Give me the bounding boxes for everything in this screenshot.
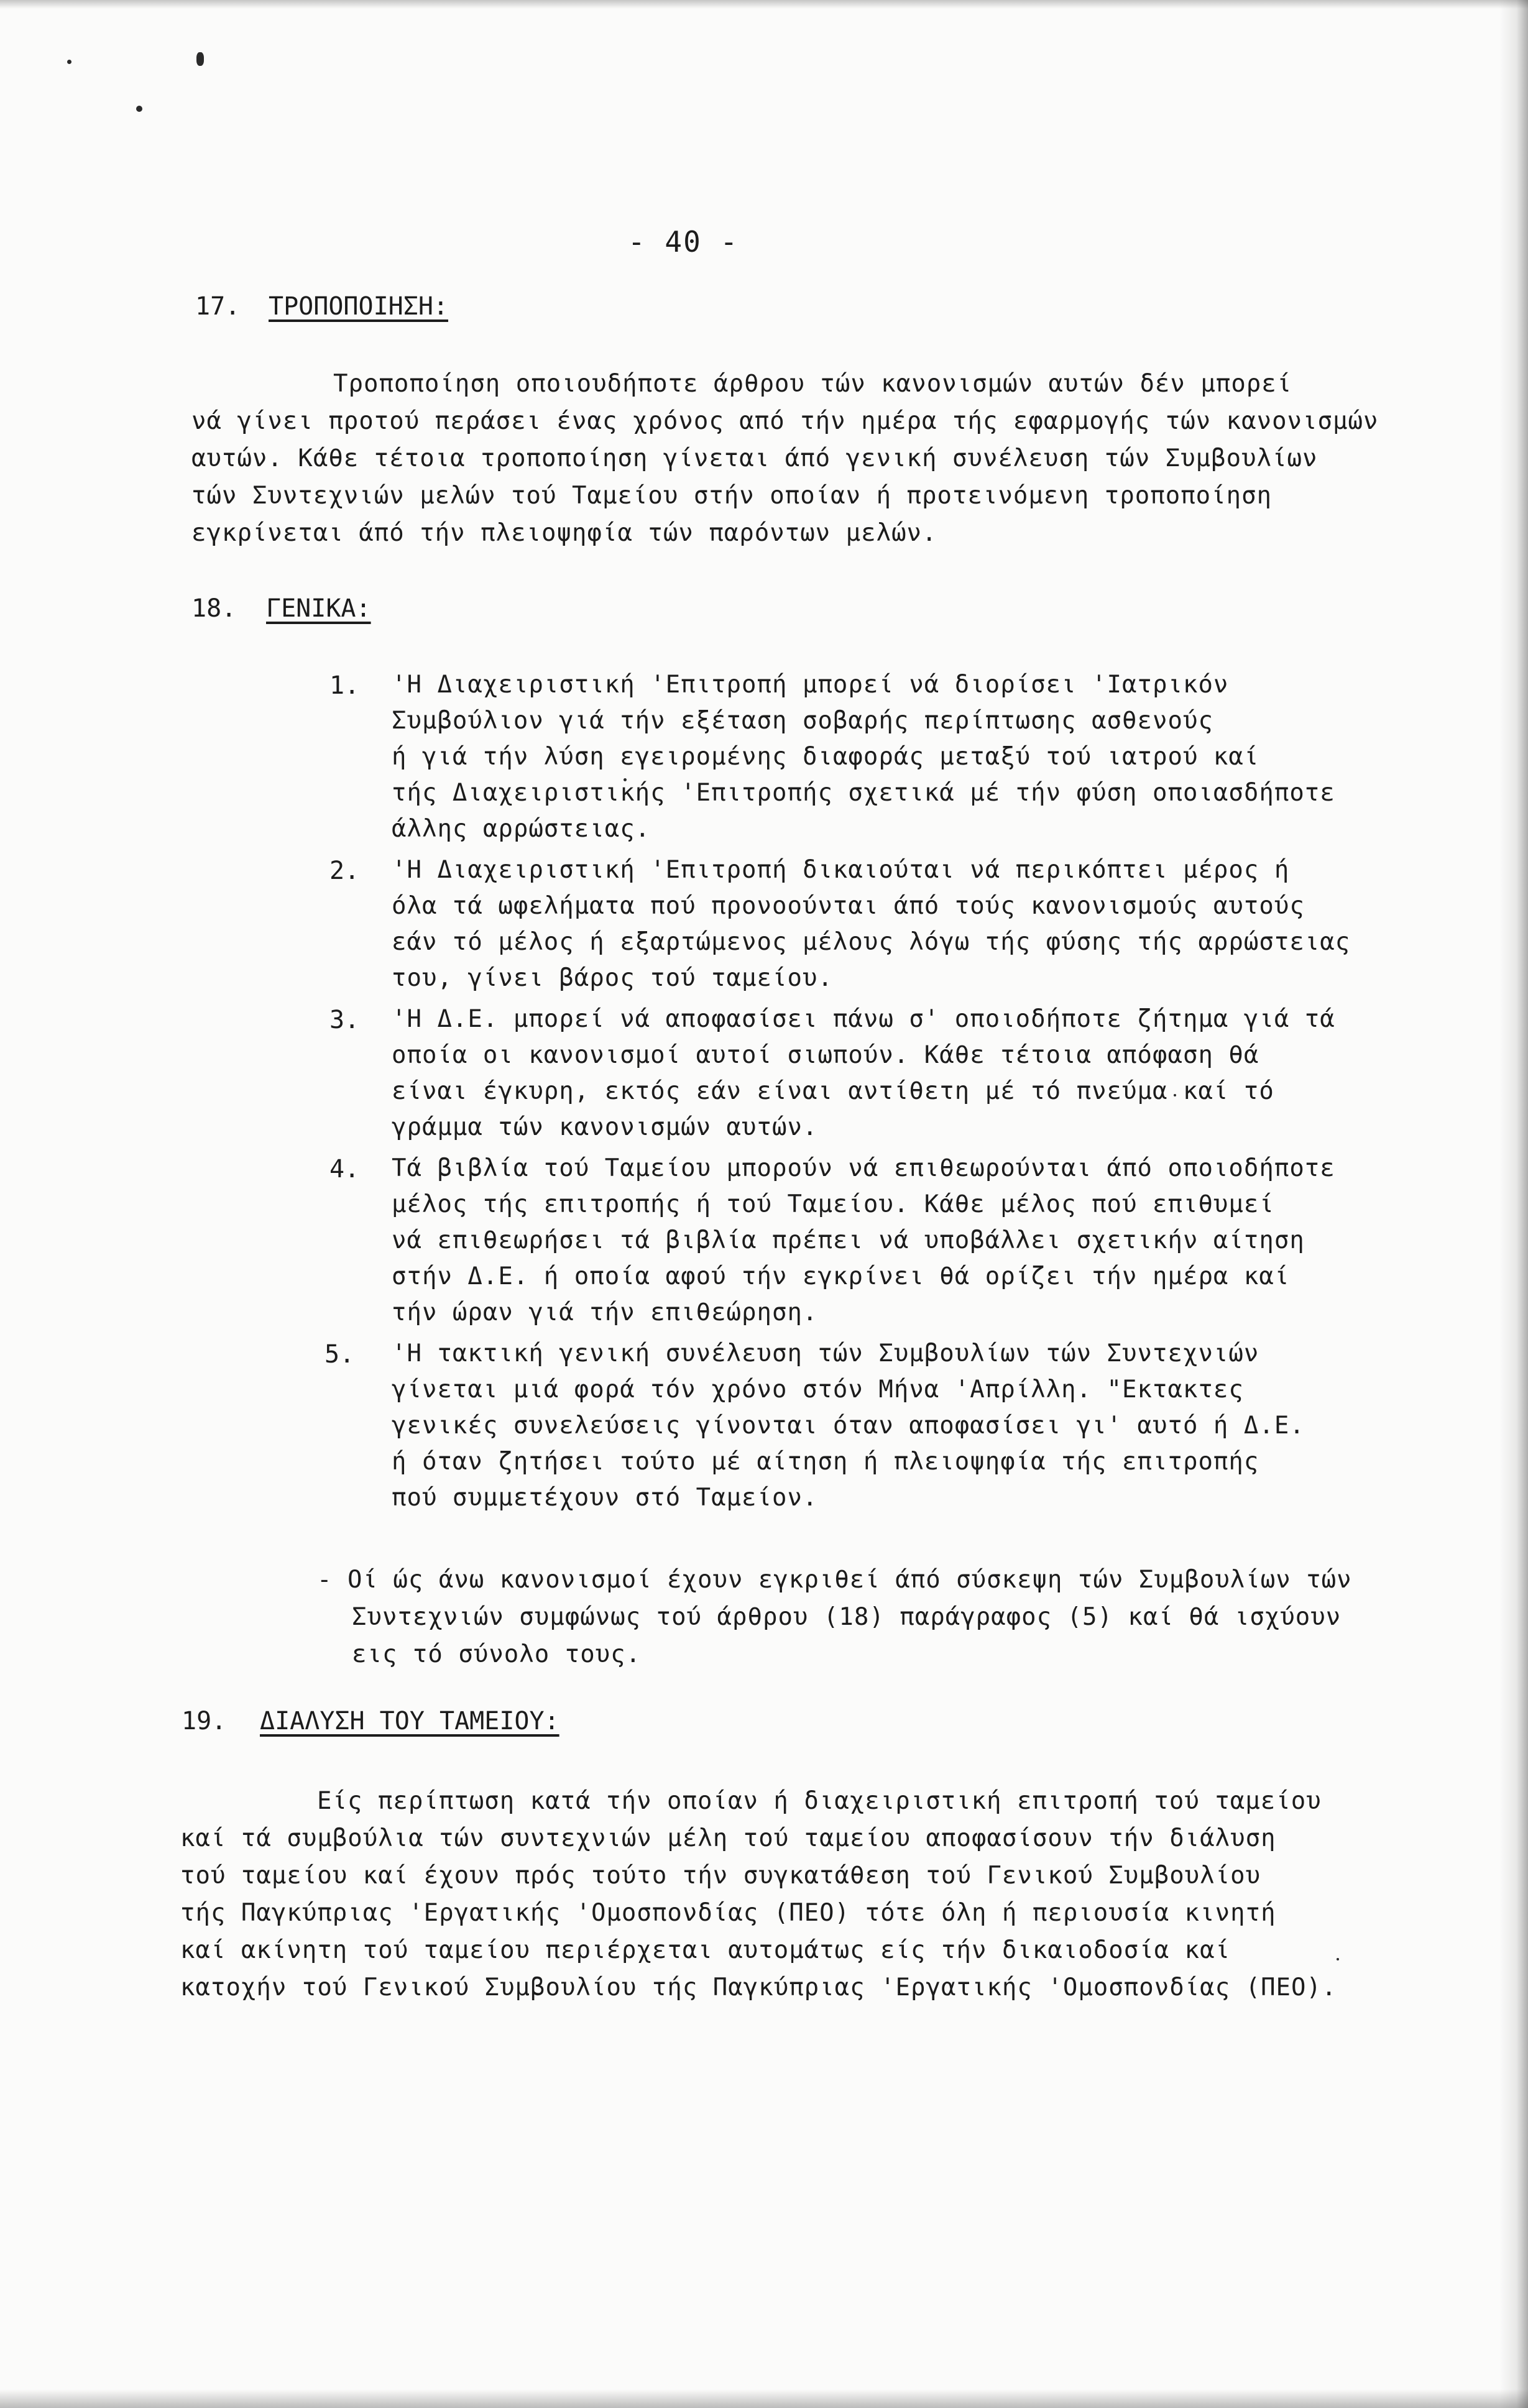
item-line: του, γίνει βάρος τού ταμείου. [392,964,833,992]
page-number: - 40 - [628,225,739,259]
item-line: όλα τά ωφελήματα πού προνοούνται άπό τούς κανονισμούς αυτούς [392,892,1305,920]
item-number: 5. [324,1340,355,1369]
scan-edge-bottom [0,2389,1528,2408]
regulations-note-line: - Οί ώς άνω κανονισμοί έχουν εγκριθεί άπό σύσκεψη τών Συμβουλίων τών [317,1566,1352,1594]
item-line: 'Η Διαχειριστική 'Επιτροπή μπορεί νά διορίσει 'Ιατρικόν [392,671,1229,699]
regulations-note-line: εις τό σύνολο τους. [352,1640,642,1668]
section-17-line: τών Συντεχνιών μελών τού Ταμείου στήν οποίαν ή προτεινόμενη τροποποίηση [191,482,1273,510]
item-line: 'Η τακτική γενική συνέλευση τών Συμβουλίων τών Συντεχνιών [392,1340,1259,1367]
section-17-number: 17. [195,292,241,321]
scan-speck [67,60,71,64]
section-19-line: τής Παγκύπριας 'Εργατικής 'Ομοσπονδίας (ΠΕΟ) τότε όλη ή περιουσία κινητή [180,1899,1276,1927]
section-19-number: 19. [182,1707,227,1735]
section-19-line: κατοχήν τού Γενικού Συμβουλίου τής Παγκύπριας 'Εργατικής 'Ομοσπονδίας (ΠΕΟ). [180,1974,1337,2001]
item-number: 3. [329,1006,360,1034]
item-number: 2. [329,857,360,885]
item-line: γίνεται μιά φορά τόν χρόνο στόν Μήνα 'Απρίλλη. "Εκτακτες [392,1376,1244,1404]
item-line: οποία οι κανονισμοί αυτοί σιωπούν. Κάθε τέτοια απόφαση θά [392,1041,1259,1069]
scan-speck [1337,1958,1339,1960]
section-19-line: Είς περίπτωση κατά τήν οποίαν ή διαχειριστική επιτροπή τού ταμείου [317,1787,1322,1815]
item-line: πού συμμετέχουν στό Ταμείον. [392,1484,818,1512]
section-19-line: καί ακίνητη τού ταμείου περιέρχεται αυτομάτως είς τήν δικαιοδοσία καί [180,1936,1231,1964]
section-17-line: Τροποποίηση οποιουδήποτε άρθρου τών κανονισμών αυτών δέν μπορεί [333,370,1292,398]
item-line: γράμμα τών κανονισμών αυτών. [392,1113,818,1141]
item-line: Συμβούλιον γιά τήν εξέταση σοβαρής περίπτωσης ασθενούς [392,707,1213,735]
item-line: ή γιά τήν λύση εγειρομένης διαφοράς μεταξύ τού ιατρού καί [392,743,1259,771]
section-17-line: αυτών. Κάθε τέτοια τροποποίηση γίνεται άπό γενική συνέλευση τών Συμβουλίων [191,444,1318,472]
item-line: άλλης αρρώστειας. [392,815,651,843]
section-18-number: 18. [191,594,237,623]
section-19-line: τού ταμείου καί έχουν πρός τούτο τήν συγκατάθεση τού Γενικού Συμβουλίου [180,1862,1261,1890]
item-number: 1. [329,671,360,700]
item-line: είναι έγκυρη, εκτός εάν είναι αντίθετη μέ τό πνεύμα καί τό [392,1077,1274,1105]
scan-edge-right [1499,0,1528,2408]
item-line: γενικές συνελεύσεις γίνονται όταν αποφασίσει γι' αυτό ή Δ.Ε. [392,1412,1305,1440]
item-line: νά επιθεωρήσει τά βιβλία πρέπει νά υποβάλλει σχετικήν αίτηση [392,1226,1305,1254]
item-line: ή όταν ζητήσει τούτο μέ αίτηση ή πλειοψηφία τής επιτροπής [392,1448,1259,1476]
section-17-line: εγκρίνεται άπό τήν πλειοψηφία τών παρόντων μελών. [191,519,937,547]
section-19-line: καί τά συμβούλια τών συντεχνιών μέλη τού ταμείου αποφασίσουν τήν διάλυση [180,1824,1276,1852]
item-line: τήν ώραν γιά τήν επιθεώρηση. [392,1298,818,1326]
scan-speck [136,106,142,112]
item-number: 4. [329,1155,360,1183]
item-line: στήν Δ.Ε. ή οποία αφού τήν εγκρίνει θά ορίζει τήν ημέρα καί [392,1262,1290,1290]
item-line: μέλος τής επιτροπής ή τού Ταμείου. Κάθε μέλος πού επιθυμεί [392,1190,1274,1218]
regulations-note-line: Συντεχνιών συμφώνως τού άρθρου (18) παράγραφος (5) καί θά ισχύουν [352,1603,1342,1631]
section-19-title: ΔΙΑΛΥΣΗ ΤΟΥ ΤΑΜΕΙΟΥ: [260,1707,559,1735]
item-line: Τά βιβλία τού Ταμείου μπορούν νά επιθεωρούνται άπό οποιοδήποτε [392,1154,1335,1182]
scan-speck [196,52,204,66]
item-line: τής Διαχειριστικής 'Επιτροπής σχετικά μέ τήν φύση οποιασδήποτε [392,779,1335,807]
item-line: 'Η Δ.Ε. μπορεί νά αποφασίσει πάνω σ' οποιοδήποτε ζήτημα γιά τά [392,1005,1335,1033]
item-line: εάν τό μέλος ή εξαρτώμενος μέλους λόγω τής φύσης τής αρρώστειας [392,928,1351,956]
section-17-line: νά γίνει προτού περάσει ένας χρόνος από τήν ημέρα τής εφαρμογής τών κανονισμών [191,407,1379,435]
section-18-title: ΓΕΝΙΚΑ: [266,594,371,623]
section-17-title: ΤΡΟΠΟΠΟΙΗΣΗ: [269,292,448,321]
item-line: 'Η Διαχειριστική 'Επιτροπή δικαιούται νά περικόπτει μέρος ή [392,856,1290,884]
scan-edge-top [0,0,1528,9]
